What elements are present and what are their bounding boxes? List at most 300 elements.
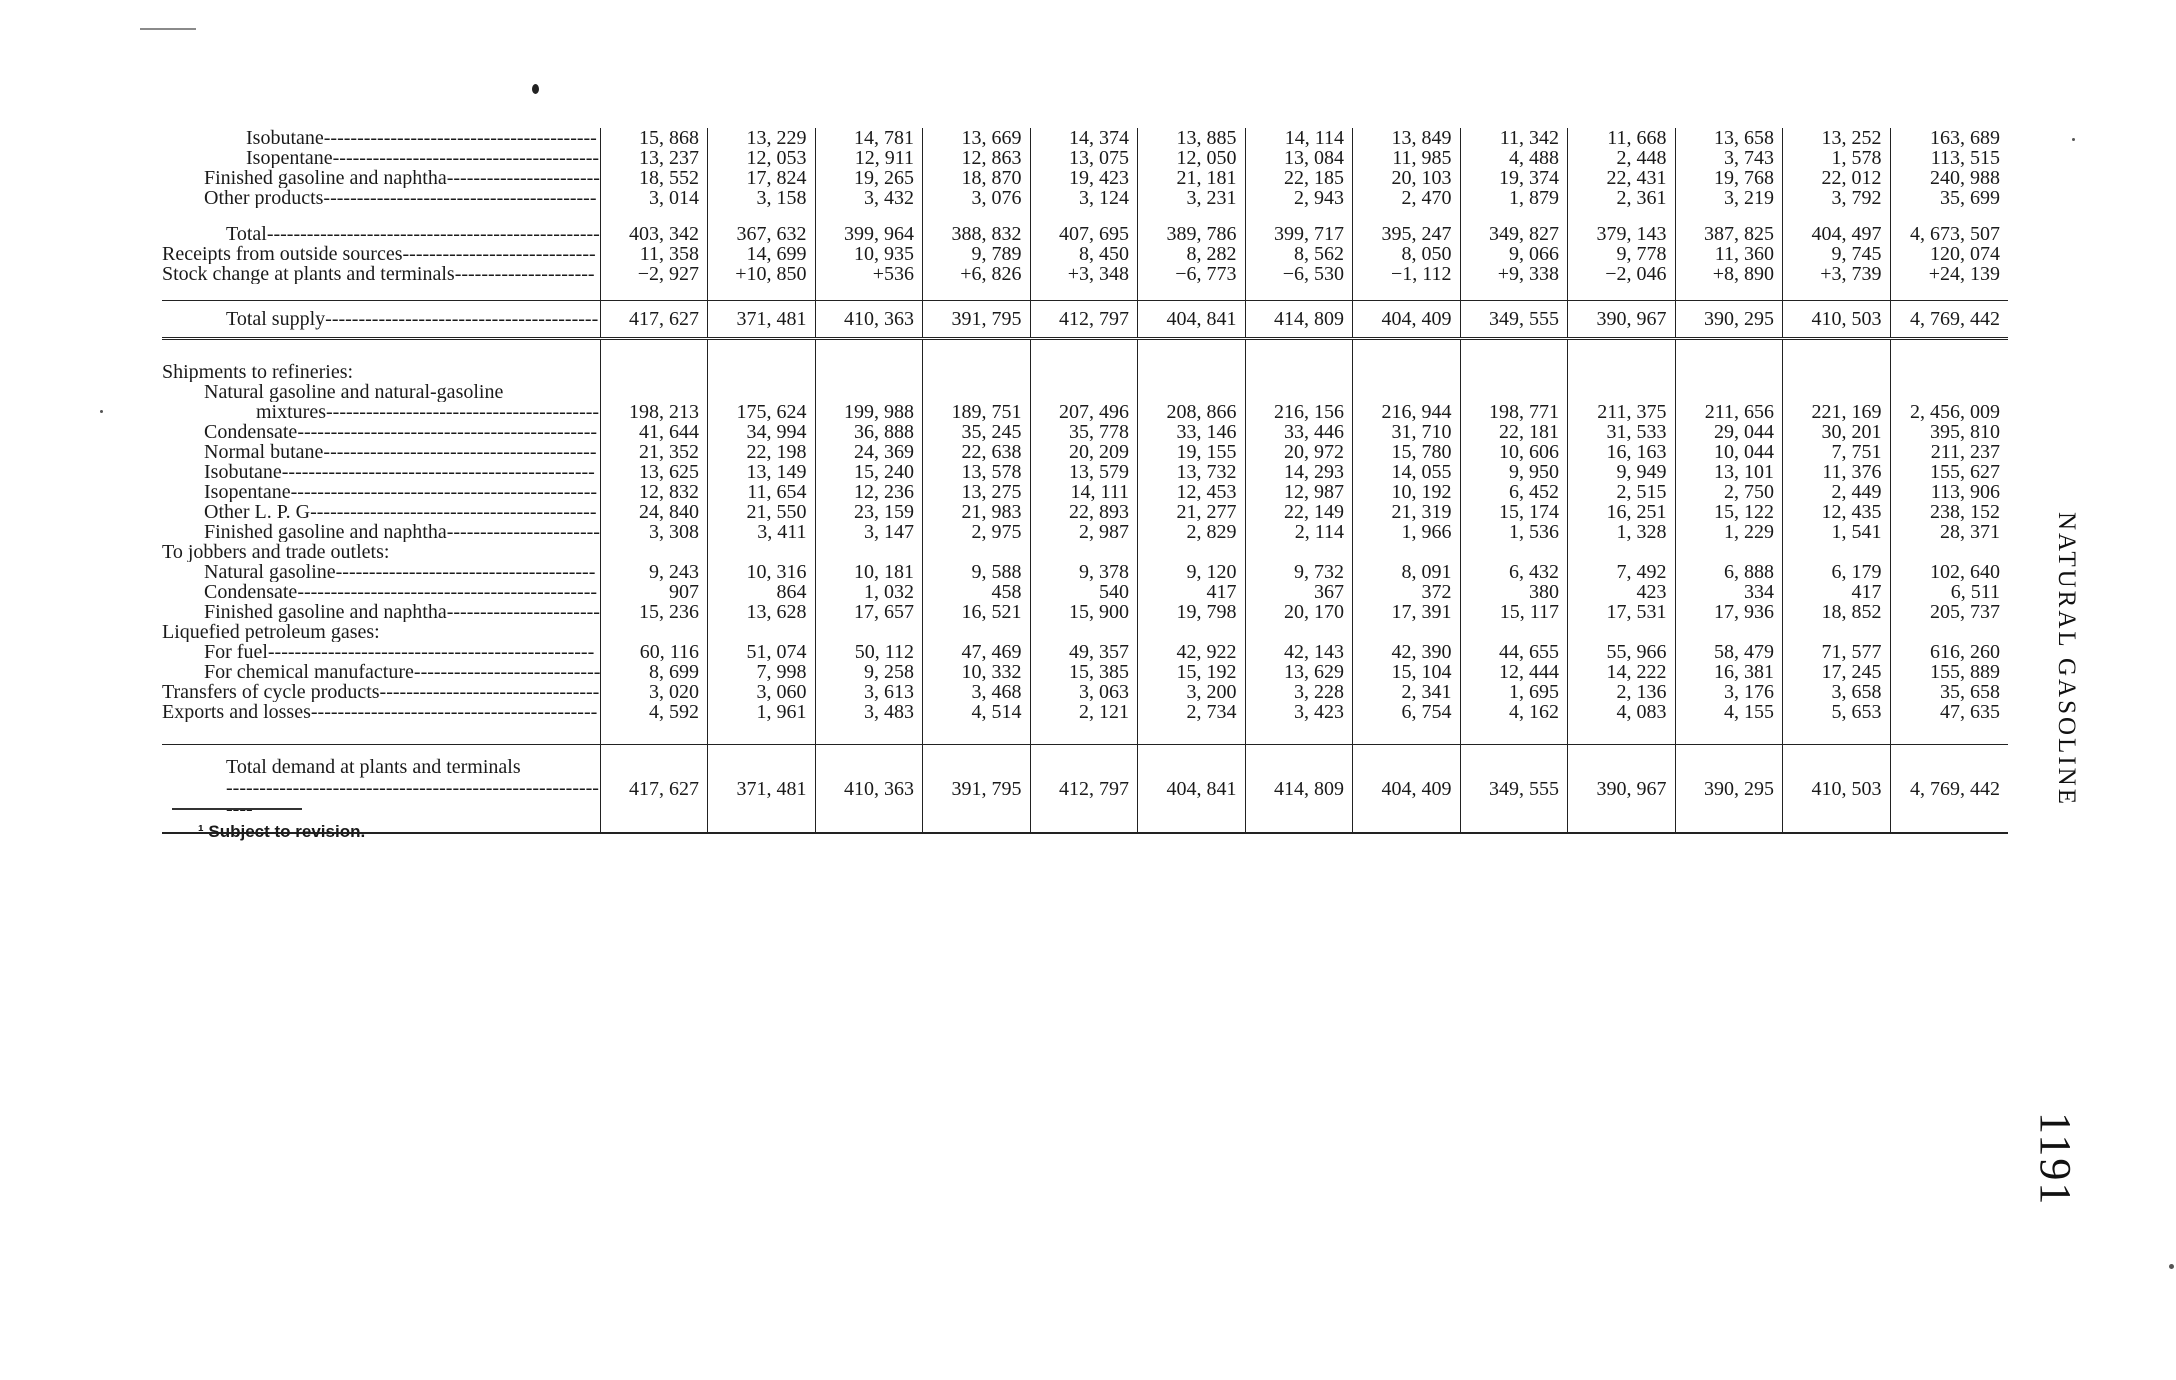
value-cell	[708, 622, 816, 642]
value-cell: 2, 943	[1245, 188, 1353, 208]
value-cell: 6, 511	[1890, 582, 2008, 602]
row-label-text: Transfers of cycle products	[162, 682, 380, 702]
row-label-text: Finished gasoline and naphtha	[204, 602, 447, 622]
value-cell: 60, 116	[600, 642, 708, 662]
value-cell: +8, 890	[1675, 264, 1783, 284]
value-cell	[1783, 622, 1891, 642]
value-cell: 24, 369	[815, 442, 923, 462]
value-cell: 2, 114	[1245, 522, 1353, 542]
spacer-cell	[600, 339, 708, 363]
spacer-cell	[1675, 339, 1783, 363]
value-cell	[1568, 542, 1676, 562]
value-cell: 21, 277	[1138, 502, 1246, 522]
value-cell: +9, 338	[1460, 264, 1568, 284]
value-cell: 13, 629	[1245, 662, 1353, 682]
spacer-cell	[1138, 208, 1246, 224]
value-cell: 12, 435	[1783, 502, 1891, 522]
spacer-cell	[1460, 284, 1568, 301]
value-cell: 3, 158	[708, 188, 816, 208]
value-cell	[1890, 622, 2008, 642]
value-cell: 4, 162	[1460, 702, 1568, 722]
row-label	[162, 482, 600, 502]
row-label	[162, 442, 600, 462]
spacer-cell	[708, 208, 816, 224]
value-cell: 238, 152	[1890, 502, 2008, 522]
value-cell: 12, 444	[1460, 662, 1568, 682]
value-cell: 22, 198	[708, 442, 816, 462]
value-cell: 399, 717	[1245, 224, 1353, 244]
value-cell	[1675, 382, 1783, 402]
value-cell	[1353, 542, 1461, 562]
table-row	[162, 745, 2008, 834]
footnote-rule	[172, 808, 302, 810]
value-cell: 2, 829	[1138, 522, 1246, 542]
value-cell: 13, 628	[708, 602, 816, 622]
value-cell	[708, 382, 816, 402]
spacer-cell	[1568, 284, 1676, 301]
value-cell: 4, 155	[1675, 702, 1783, 722]
spacer-cell	[1568, 208, 1676, 224]
footnote: ¹ Subject to revision.	[198, 822, 366, 841]
value-cell: 380	[1460, 582, 1568, 602]
value-cell: 412, 797	[1030, 745, 1138, 834]
running-head-title: NATURAL GASOLINE	[2053, 512, 2080, 807]
value-cell: 35, 658	[1890, 682, 2008, 702]
value-cell: 390, 295	[1675, 745, 1783, 834]
value-cell: 17, 245	[1783, 662, 1891, 682]
dot-leader: -----------------------	[446, 602, 600, 622]
value-cell: 13, 275	[923, 482, 1031, 502]
value-cell: 1, 695	[1460, 682, 1568, 702]
value-cell: 17, 936	[1675, 602, 1783, 622]
value-cell: 35, 699	[1890, 188, 2008, 208]
value-cell: 50, 112	[815, 642, 923, 662]
value-cell: 11, 668	[1568, 128, 1676, 148]
row-label-text: Stock change at plants and terminals	[162, 264, 455, 284]
value-cell	[923, 362, 1031, 382]
table-body	[162, 128, 2008, 833]
value-cell: 9, 588	[923, 562, 1031, 582]
spacer-cell	[1245, 284, 1353, 301]
value-cell: 410, 503	[1783, 301, 1891, 339]
row-label-text: Condensate	[204, 422, 298, 442]
spacer-cell	[1353, 208, 1461, 224]
value-cell: 9, 789	[923, 244, 1031, 264]
row-label	[162, 382, 600, 402]
value-cell: 199, 988	[815, 402, 923, 422]
spacer-cell	[1138, 284, 1246, 301]
value-cell: 1, 578	[1783, 148, 1891, 168]
value-cell: +3, 739	[1783, 264, 1891, 284]
table-row	[162, 301, 2008, 339]
value-cell	[1245, 382, 1353, 402]
value-cell	[1783, 362, 1891, 382]
value-cell: 1, 328	[1568, 522, 1676, 542]
value-cell: 15, 192	[1138, 662, 1246, 682]
value-cell: 17, 657	[815, 602, 923, 622]
spacer-cell	[1353, 284, 1461, 301]
value-cell: 3, 792	[1783, 188, 1891, 208]
value-cell	[1890, 382, 2008, 402]
value-cell: 410, 363	[815, 745, 923, 834]
spacer-cell	[1568, 339, 1676, 363]
value-cell	[1568, 622, 1676, 642]
value-cell: 5, 653	[1783, 702, 1891, 722]
value-cell: 42, 922	[1138, 642, 1246, 662]
dot-leader: -------------------------------------------	[310, 502, 597, 522]
table-row	[162, 402, 2008, 422]
value-cell: −6, 530	[1245, 264, 1353, 284]
table-row	[162, 362, 2008, 382]
value-cell: 13, 252	[1783, 128, 1891, 148]
value-cell	[1030, 542, 1138, 562]
value-cell: 6, 432	[1460, 562, 1568, 582]
value-cell: 13, 084	[1245, 148, 1353, 168]
value-cell	[1030, 362, 1138, 382]
top-margin-rule	[140, 28, 196, 30]
value-cell: 3, 423	[1245, 702, 1353, 722]
value-cell: +6, 826	[923, 264, 1031, 284]
spacer-cell	[162, 208, 600, 224]
value-cell: 12, 236	[815, 482, 923, 502]
row-label-text: Liquefied petroleum gases:	[162, 622, 380, 642]
value-cell: 22, 181	[1460, 422, 1568, 442]
value-cell: 371, 481	[708, 301, 816, 339]
value-cell: 11, 654	[708, 482, 816, 502]
value-cell: 334	[1675, 582, 1783, 602]
dot-leader: -----------------------------------------	[323, 442, 597, 462]
value-cell: 3, 743	[1675, 148, 1783, 168]
value-cell: 15, 900	[1030, 602, 1138, 622]
table-row	[162, 188, 2008, 208]
value-cell: 12, 832	[600, 482, 708, 502]
dot-leader: ---------------------------------------------	[297, 422, 598, 442]
value-cell: 13, 658	[1675, 128, 1783, 148]
value-cell	[923, 542, 1031, 562]
row-label-text: Total	[226, 224, 267, 244]
value-cell	[815, 622, 923, 642]
value-cell: 207, 496	[1030, 402, 1138, 422]
dot-leader: -----------------------------------------------	[281, 462, 595, 482]
value-cell: 19, 798	[1138, 602, 1246, 622]
row-label	[162, 148, 600, 168]
value-cell: 14, 374	[1030, 128, 1138, 148]
value-cell: 417	[1783, 582, 1891, 602]
value-cell: 20, 209	[1030, 442, 1138, 462]
value-cell: 3, 200	[1138, 682, 1246, 702]
value-cell: 4, 673, 507	[1890, 224, 2008, 244]
value-cell: 120, 074	[1890, 244, 2008, 264]
value-cell: 16, 381	[1675, 662, 1783, 682]
value-cell: 417, 627	[600, 745, 708, 834]
spacer-cell	[1675, 722, 1783, 745]
value-cell: 12, 050	[1138, 148, 1246, 168]
value-cell: 15, 122	[1675, 502, 1783, 522]
value-cell: 404, 409	[1353, 745, 1461, 834]
table-row	[162, 442, 2008, 462]
value-cell: 211, 237	[1890, 442, 2008, 462]
dot-leader: -------------------------------------------	[310, 702, 598, 722]
row-label	[162, 602, 600, 622]
value-cell	[1783, 542, 1891, 562]
spacer-cell	[1890, 722, 2008, 745]
spacer-cell	[1030, 722, 1138, 745]
value-cell: 21, 550	[708, 502, 816, 522]
value-cell: 36, 888	[815, 422, 923, 442]
value-cell	[1675, 622, 1783, 642]
value-cell: 9, 950	[1460, 462, 1568, 482]
page-speck	[100, 410, 103, 413]
value-cell: 13, 101	[1675, 462, 1783, 482]
value-cell: 19, 768	[1675, 168, 1783, 188]
spacer-cell	[923, 339, 1031, 363]
value-cell: 33, 146	[1138, 422, 1246, 442]
value-cell: 3, 020	[600, 682, 708, 702]
value-cell: 390, 967	[1568, 745, 1676, 834]
row-label	[162, 128, 600, 148]
value-cell: 3, 076	[923, 188, 1031, 208]
value-cell: 6, 888	[1675, 562, 1783, 582]
value-cell: 17, 531	[1568, 602, 1676, 622]
spacer-cell	[923, 208, 1031, 224]
value-cell: 13, 075	[1030, 148, 1138, 168]
table-row	[162, 382, 2008, 402]
value-cell	[1890, 542, 2008, 562]
value-cell: −1, 112	[1353, 264, 1461, 284]
value-cell	[1138, 362, 1246, 382]
value-cell: 407, 695	[1030, 224, 1138, 244]
value-cell	[1783, 382, 1891, 402]
spacer-cell	[162, 722, 600, 745]
natural-gasoline-supply-demand-table	[162, 128, 2008, 834]
value-cell: 155, 627	[1890, 462, 2008, 482]
value-cell: 22, 149	[1245, 502, 1353, 522]
table-row	[162, 422, 2008, 442]
value-cell: 864	[708, 582, 816, 602]
value-cell: 19, 155	[1138, 442, 1246, 462]
dot-leader: ----------------------------------------	[332, 148, 600, 168]
value-cell: 4, 592	[600, 702, 708, 722]
row-label-text: Finished gasoline and naphtha	[204, 168, 447, 188]
value-cell: 3, 063	[1030, 682, 1138, 702]
dot-leader: ---------------------------------------------	[297, 582, 598, 602]
value-cell: 21, 319	[1353, 502, 1461, 522]
value-cell: 389, 786	[1138, 224, 1246, 244]
value-cell: 3, 613	[815, 682, 923, 702]
spacer-cell	[1890, 208, 2008, 224]
value-cell: 216, 156	[1245, 402, 1353, 422]
value-cell: 2, 734	[1138, 702, 1246, 722]
spacer-cell	[923, 284, 1031, 301]
row-label-text: Natural gasoline	[204, 562, 336, 582]
spacer-cell	[1890, 339, 2008, 363]
value-cell: 12, 863	[923, 148, 1031, 168]
value-cell: 20, 972	[1245, 442, 1353, 462]
value-cell: 163, 689	[1890, 128, 2008, 148]
value-cell: 49, 357	[1030, 642, 1138, 662]
spacer-cell	[1783, 722, 1891, 745]
spacer-cell	[600, 208, 708, 224]
value-cell: 367, 632	[708, 224, 816, 244]
row-spacer	[162, 722, 2008, 745]
value-cell: 7, 998	[708, 662, 816, 682]
value-cell: 11, 342	[1460, 128, 1568, 148]
spacer-cell	[1353, 722, 1461, 745]
row-label-text: Isopentane	[204, 482, 291, 502]
table-row	[162, 582, 2008, 602]
spacer-cell	[1245, 339, 1353, 363]
row-label	[162, 402, 600, 422]
table-row	[162, 462, 2008, 482]
value-cell: 6, 452	[1460, 482, 1568, 502]
table-row	[162, 702, 2008, 722]
value-cell: 3, 014	[600, 188, 708, 208]
value-cell: 8, 699	[600, 662, 708, 682]
value-cell: 18, 870	[923, 168, 1031, 188]
value-cell: 3, 468	[923, 682, 1031, 702]
value-cell: 3, 483	[815, 702, 923, 722]
value-cell: 11, 985	[1353, 148, 1461, 168]
row-spacer	[162, 284, 2008, 301]
value-cell: 4, 488	[1460, 148, 1568, 168]
row-label	[162, 562, 600, 582]
value-cell: 55, 966	[1568, 642, 1676, 662]
value-cell	[1138, 622, 1246, 642]
value-cell: 13, 625	[600, 462, 708, 482]
value-cell: 13, 578	[923, 462, 1031, 482]
value-cell: 414, 809	[1245, 745, 1353, 834]
spacer-cell	[162, 284, 600, 301]
spacer-cell	[1675, 208, 1783, 224]
value-cell: 2, 121	[1030, 702, 1138, 722]
value-cell: 412, 797	[1030, 301, 1138, 339]
value-cell	[600, 622, 708, 642]
value-cell	[1030, 382, 1138, 402]
value-cell	[1460, 382, 1568, 402]
row-label	[162, 542, 600, 562]
value-cell: 17, 391	[1353, 602, 1461, 622]
value-cell: 14, 781	[815, 128, 923, 148]
value-cell: 221, 169	[1783, 402, 1891, 422]
value-cell: 2, 341	[1353, 682, 1461, 702]
dot-leader: -----------------------------------------	[326, 402, 600, 422]
value-cell: 10, 316	[708, 562, 816, 582]
row-label-text: For fuel	[204, 642, 268, 662]
value-cell: −2, 046	[1568, 264, 1676, 284]
value-cell: 2, 449	[1783, 482, 1891, 502]
value-cell: 404, 409	[1353, 301, 1461, 339]
value-cell: 175, 624	[708, 402, 816, 422]
spacer-cell	[1138, 339, 1246, 363]
dot-leader: --------------------------------------------------	[266, 224, 600, 244]
value-cell: 15, 104	[1353, 662, 1461, 682]
value-cell: 240, 988	[1890, 168, 2008, 188]
row-label	[162, 301, 600, 339]
value-cell: 8, 562	[1245, 244, 1353, 264]
table-row	[162, 224, 2008, 244]
row-label-text: To jobbers and trade outlets:	[162, 542, 390, 562]
value-cell: 24, 840	[600, 502, 708, 522]
row-label	[162, 682, 600, 702]
value-cell: 12, 911	[815, 148, 923, 168]
value-cell: 7, 492	[1568, 562, 1676, 582]
value-cell: 458	[923, 582, 1031, 602]
table-row	[162, 662, 2008, 682]
value-cell: 29, 044	[1675, 422, 1783, 442]
value-cell: 3, 124	[1030, 188, 1138, 208]
value-cell: 349, 555	[1460, 745, 1568, 834]
value-cell	[1245, 542, 1353, 562]
table-row	[162, 168, 2008, 188]
spacer-cell	[1353, 339, 1461, 363]
value-cell: 367	[1245, 582, 1353, 602]
value-cell: 13, 849	[1353, 128, 1461, 148]
spacer-cell	[162, 339, 600, 363]
value-cell: 3, 308	[600, 522, 708, 542]
value-cell	[708, 362, 816, 382]
value-cell: 1, 961	[708, 702, 816, 722]
value-cell	[815, 542, 923, 562]
row-spacer	[162, 208, 2008, 224]
value-cell: 15, 240	[815, 462, 923, 482]
value-cell: 42, 143	[1245, 642, 1353, 662]
value-cell: 15, 780	[1353, 442, 1461, 462]
value-cell: 4, 769, 442	[1890, 301, 2008, 339]
value-cell: 22, 431	[1568, 168, 1676, 188]
spacer-cell	[1783, 339, 1891, 363]
value-cell: 19, 423	[1030, 168, 1138, 188]
value-cell	[815, 362, 923, 382]
row-label-text: Shipments to refineries:	[162, 362, 354, 382]
page-mark-dot	[532, 84, 539, 94]
value-cell: 2, 448	[1568, 148, 1676, 168]
row-label	[162, 582, 600, 602]
value-cell: 3, 060	[708, 682, 816, 702]
value-cell: 205, 737	[1890, 602, 2008, 622]
value-cell: 616, 260	[1890, 642, 2008, 662]
value-cell: 58, 479	[1675, 642, 1783, 662]
value-cell: 2, 975	[923, 522, 1031, 542]
value-cell: 7, 751	[1783, 442, 1891, 462]
value-cell: 28, 371	[1890, 522, 2008, 542]
value-cell: 391, 795	[923, 301, 1031, 339]
value-cell: 14, 114	[1245, 128, 1353, 148]
row-label	[162, 422, 600, 442]
value-cell: 1, 229	[1675, 522, 1783, 542]
value-cell	[600, 542, 708, 562]
row-label-text: Total demand at plants and terminals	[226, 756, 521, 778]
value-cell: 20, 103	[1353, 168, 1461, 188]
spacer-cell	[815, 208, 923, 224]
value-cell: 8, 282	[1138, 244, 1246, 264]
value-cell: +536	[815, 264, 923, 284]
value-cell: 390, 967	[1568, 301, 1676, 339]
value-cell: 6, 179	[1783, 562, 1891, 582]
table-row	[162, 542, 2008, 562]
page-speck	[2072, 138, 2075, 141]
value-cell: 15, 868	[600, 128, 708, 148]
value-cell: 3, 147	[815, 522, 923, 542]
value-cell: 10, 606	[1460, 442, 1568, 462]
value-cell: 14, 055	[1353, 462, 1461, 482]
row-label-text: Normal butane	[204, 442, 324, 462]
value-cell: 13, 237	[600, 148, 708, 168]
value-cell: 907	[600, 582, 708, 602]
value-cell	[1460, 542, 1568, 562]
value-cell: 2, 361	[1568, 188, 1676, 208]
value-cell: 395, 247	[1353, 224, 1461, 244]
value-cell: 18, 852	[1783, 602, 1891, 622]
